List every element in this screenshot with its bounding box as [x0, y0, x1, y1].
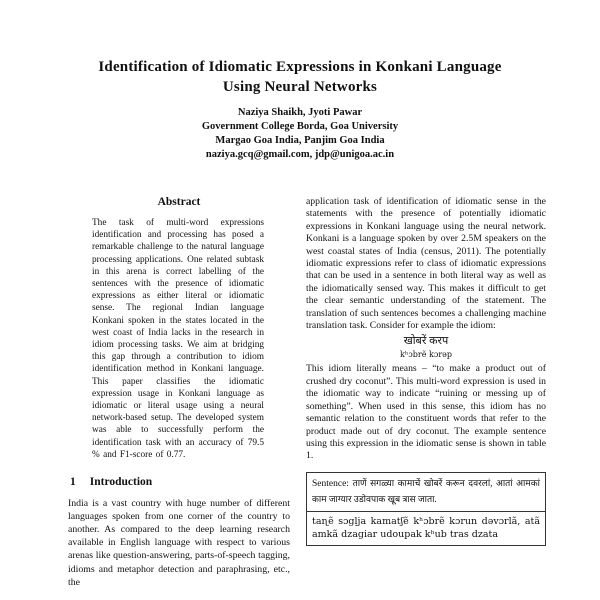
affiliation-line: Government College Borda, Goa University [201, 121, 399, 132]
right-column [306, 196, 546, 546]
introduction-body: India is a vast country with huge number of different languages spoken from one corner of the country to another. As compared to the deep learning research available in English language with respect to various arenas like question-answering, parts-of-speech tagging, idioms and metaphor detection and paraphrasing, etc., the [68, 498, 290, 588]
introduction-heading [70, 476, 290, 488]
sentence-transliteration: taɳẽ sɔgḷja kamatʃẽ kʰɔbrẽ kɔrun dəvɔrlã, atã amkã dzagiar udoupak kʰub tras dzata [312, 515, 540, 540]
title-block [0, 57, 600, 97]
idiom-devanagari: खोबरें करप [403, 335, 449, 348]
sentence-label: Sentence: [312, 478, 353, 489]
authors-line: Naziya Shaikh, Jyoti Pawar [237, 107, 363, 118]
paper-title-line-1: Identification of Idiomatic Expressions in Konkani Language [98, 59, 502, 75]
section-number: 1 [70, 476, 76, 489]
paper-title-line-2: Using Neural Networks [222, 79, 378, 95]
sentence-devanagari [312, 476, 540, 507]
left-column [68, 196, 290, 589]
example-sentence-table [306, 472, 546, 546]
abstract-heading: Abstract [157, 196, 201, 208]
table-row-transliteration [307, 511, 545, 545]
right-paragraph-1: application task of identification of idiomatic sense in the statements with the presence of potentially idiomatic expressions in Konkani language using the neural network. Konkani is a language spoken by over 2.5M speakers on the west coastal states of India (census, 2011). The potentially idiomatic expressions refer to class of idiomatic expressions that can be used in a sentence in both literal way as well as the idiomatically sensed way. This makes it difficult to get the clear semantic understanding of the statement. The translation of such sentences becomes a challenging machine translation task. Consider for example the idiom: [306, 196, 546, 332]
emails-line: naziya.gcq@gmail.com, jdp@unigoa.ac.in [205, 149, 395, 160]
table-row-devanagari [307, 473, 545, 511]
right-paragraph-2: This idiom literally means – “to make a product out of crushed dry coconut”. This multi-word expression is used in the idiomatic way to indicate “ruining or messing up of something”. When used in this sense, this idiom has no semantic relation to the constituent words that refer to the product made out of dry coconut. The example sentence using this expression in the idiomatic sense is shown in table 1. [306, 363, 546, 462]
sentence-devanagari-text: ताणें सगळ्या कामाचें खोबरें करून दवरलां, आतां आमकां काम जाग्यार उडोवपाक खूब त्रास जाता. [312, 477, 540, 504]
idiom-transliteration: kʰɔbrẽ kɔrəp [399, 350, 453, 360]
locations-line: Margao Goa India, Panjim Goa India [215, 135, 385, 146]
abstract-body: The task of multi-word expressions identification and processing has posed a remarkable challenge to the natural language processing applications. One related subtask in this arena is correct labelling of the sentences with the presence of idiomatic expressions as either literal or idiomatic sense. The regional Indian language Konkani spoken in the states located in the west coast of India lacks in the research in idiom processing tasks. We aim at bridging this gap through a contribution to idiom identification method in Konkani language. This paper classifies the idiomatic expression usage in Konkani language as idiomatic or literal usage using a neural network-based setup. The developed system was able to successfully perform the identification task with an accuracy of 79.5 % and F1-score of 0.77. [92, 218, 265, 460]
section-title: Introduction [89, 476, 153, 489]
author-block [0, 106, 600, 162]
